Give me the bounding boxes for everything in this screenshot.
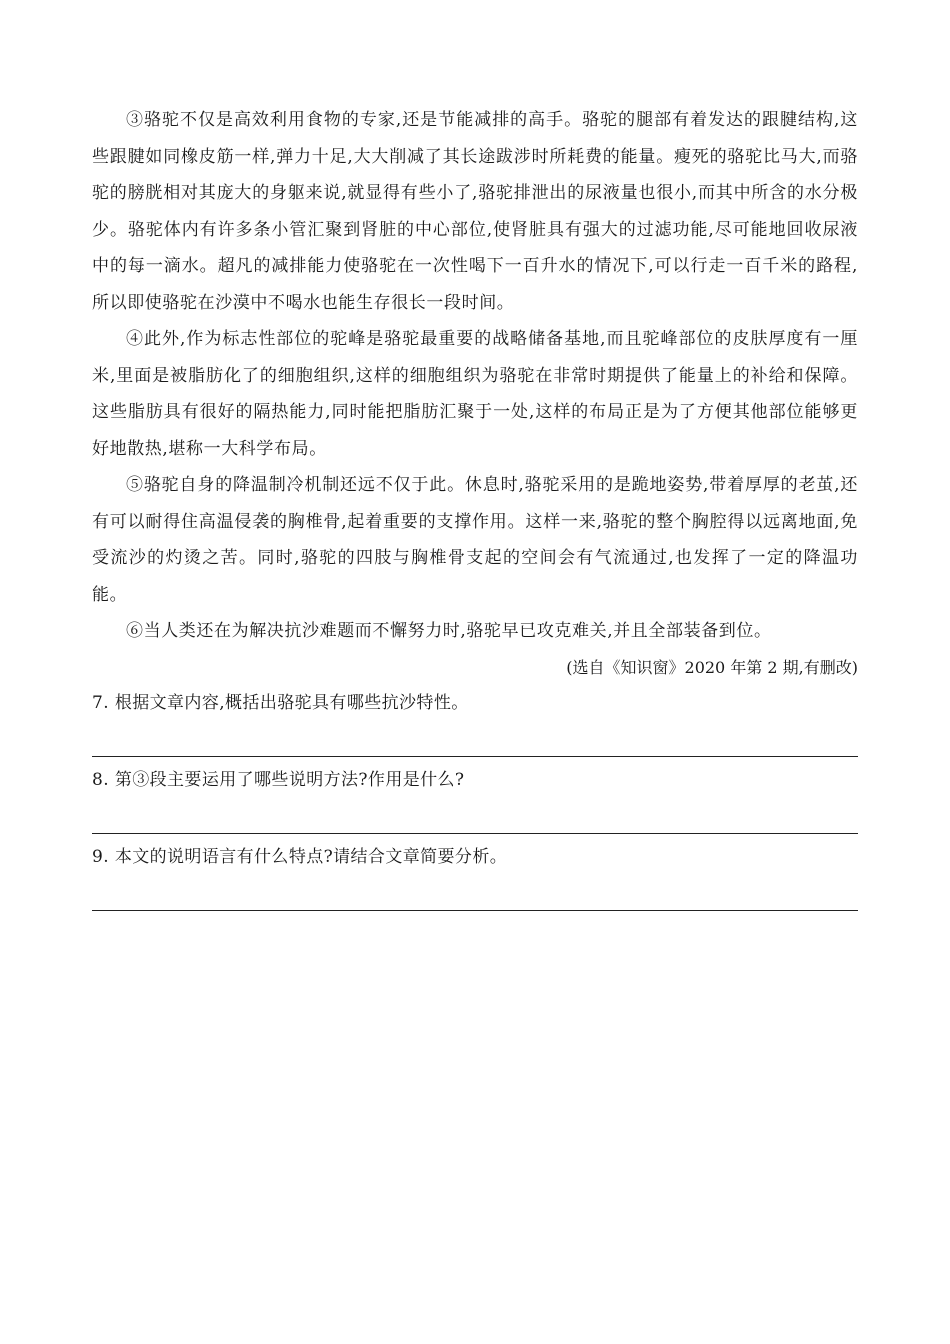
source-citation: (选自《知识窗》2020 年第 2 期,有删改) — [566, 657, 858, 677]
question-7: 7. 根据文章内容,概括出骆驼具有哪些抗沙特性。 — [92, 692, 469, 713]
question-9: 9. 本文的说明语言有什么特点?请结合文章简要分析。 — [92, 846, 508, 867]
question-8: 8. 第③段主要运用了哪些说明方法?作用是什么? — [92, 769, 465, 790]
answer-line-9[interactable] — [92, 874, 858, 911]
paragraph-4: ④此外,作为标志性部位的驼峰是骆驼最重要的战略储备基地,而且驼峰部位的皮肤厚度有一厘米,里面是被脂肪化了的细胞组织,这样的细胞组织为骆驼在非常时期提供了能量上的补给和保障。这些脂肪具有很好的隔热能力,同时能把脂肪汇聚于一处,这样的布局正是为了方便其他部位能够更好地散热,堪称一大科学布局。 — [92, 329, 858, 459]
paragraph-5: ⑤骆驼自身的降温制冷机制还远不仅于此。休息时,骆驼采用的是跪地姿势,带着厚厚的老茧,还有可以耐得住高温侵袭的胸椎骨,起着重要的支撑作用。这样一来,骆驼的整个胸腔得以远离地面,免受流沙的灼烫之苦。同时,骆驼的四肢与胸椎骨支起的空间会有气流通过,也发挥了一定的降温功能。 — [92, 475, 858, 605]
answer-line-8[interactable] — [92, 797, 858, 834]
answer-line-7[interactable] — [92, 720, 858, 757]
paragraph-3: ③骆驼不仅是高效利用食物的专家,还是节能减排的高手。骆驼的腿部有着发达的跟腱结构,这些跟腱如同橡皮筋一样,弹力十足,大大削减了其长途跋涉时所耗费的能量。瘦死的骆驼比马大,而骆驼的膀胱相对其庞大的身躯来说,就显得有些小了,骆驼排泄出的尿液量也很小,而其中所含的水分极少。骆驼体内有许多条小管汇聚到肾脏的中心部位,使肾脏具有强大的过滤功能,尽可能地回收尿液中的每一滴水。超凡的减排能力使骆驼在一次性喝下一百升水的情况下,可以行走一百千米的路程,所以即使骆驼在沙漠中不喝水也能生存很长一段时间。 — [92, 110, 858, 313]
document-page — [92, 102, 858, 917]
paragraph-6: ⑥当人类还在为解决抗沙难题而不懈努力时,骆驼早已攻克难关,并且全部装备到位。 — [126, 621, 772, 641]
